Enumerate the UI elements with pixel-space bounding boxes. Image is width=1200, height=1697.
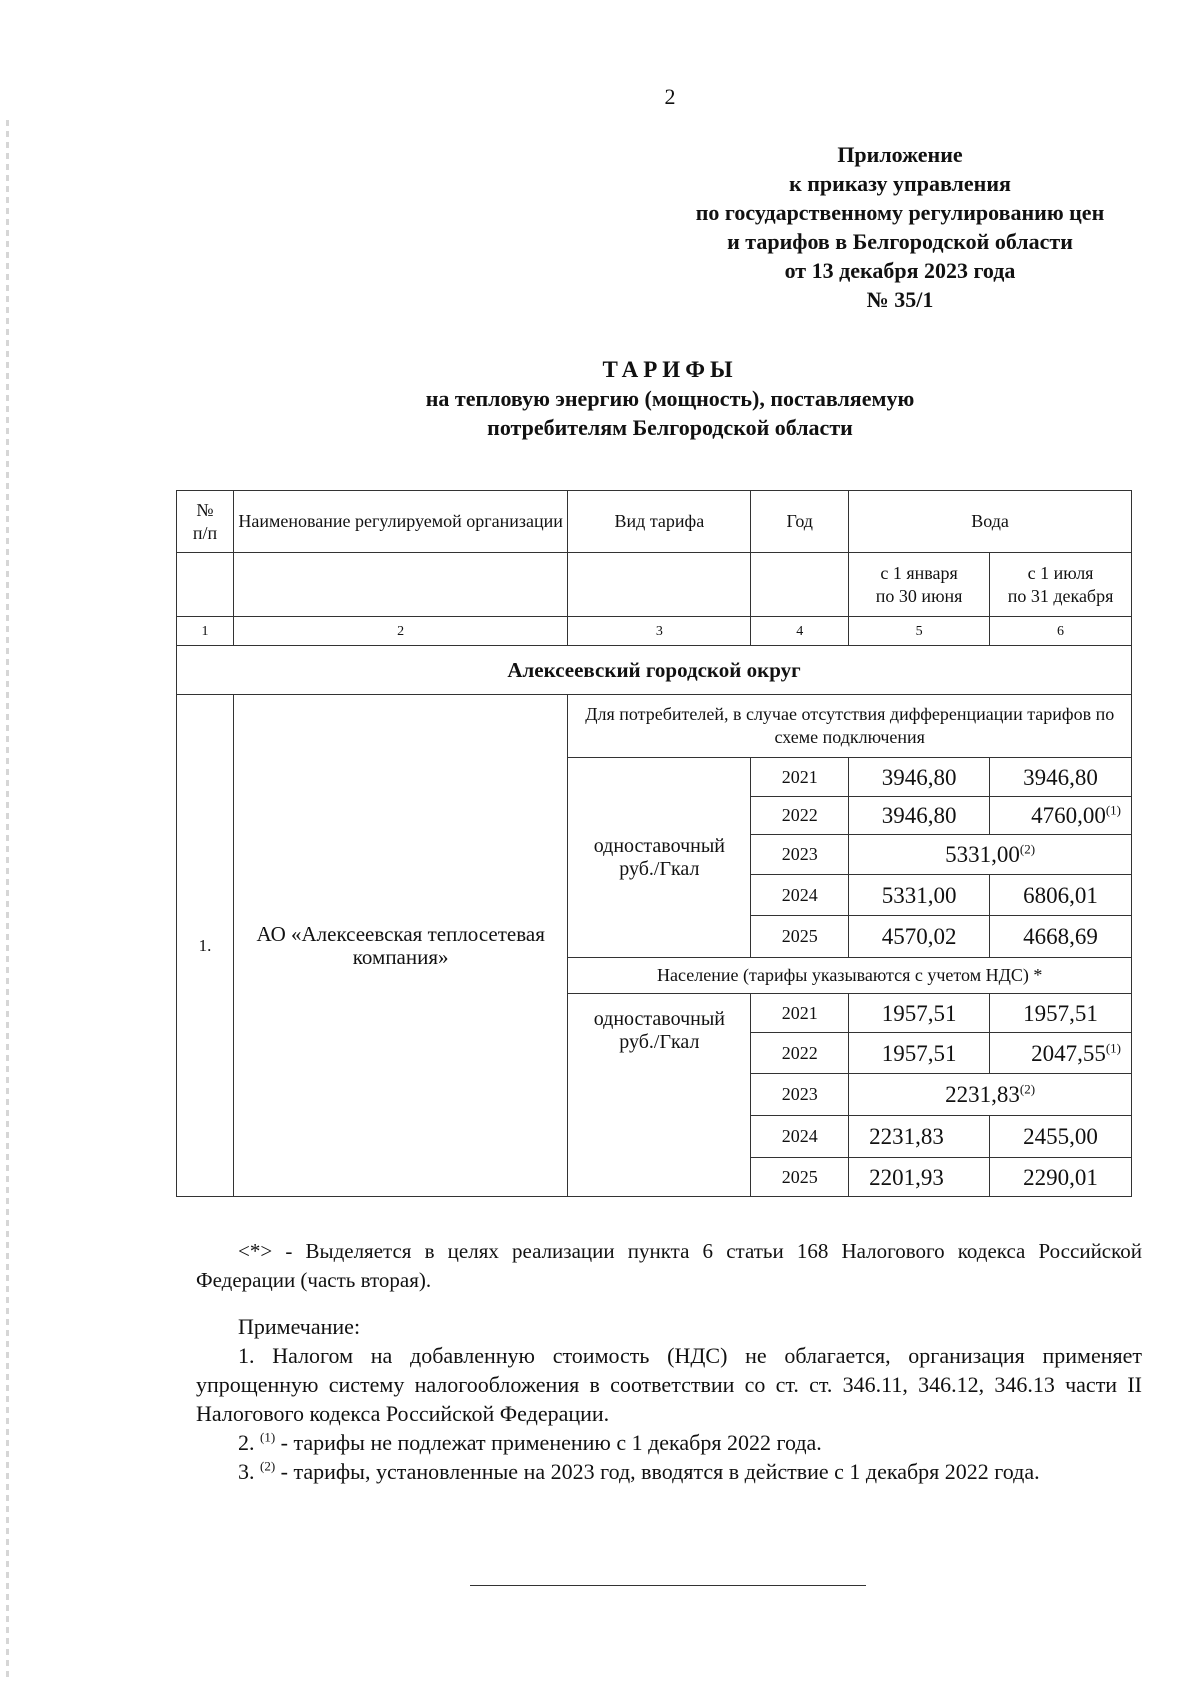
notes-block [196,1312,1142,1486]
value-h1: 2231,83 [849,1116,990,1158]
period-2-a: с 1 июля [1027,562,1094,583]
header-water: Вода [849,491,1132,553]
footnote-mark: (2) [1019,841,1036,857]
header-year: Год [751,491,849,553]
column-number: 2 [233,617,568,646]
appendix-block [640,140,1160,314]
appendix-line-3: по государственному регулированию цен [695,200,1105,225]
subheader-empty-4 [751,553,849,617]
title-line-2: потребителям Белгородской области [487,415,853,440]
header-row [177,491,1132,553]
region-row [177,646,1132,695]
header-org: Наименование регулируемой организации [233,491,568,553]
value-h2: 3946,80 [990,758,1132,797]
value-h1: 1957,51 [849,994,990,1033]
appendix-line-2: к приказу управления [789,171,1011,196]
end-divider [470,1585,866,1586]
region-name: Алексеевский городской округ [177,646,1132,695]
tariffs-table [176,490,1132,1197]
document-title [0,355,1200,442]
group-1-title: Для потребителей, в случае отсутствия дифференциации тарифов по схеме подключения [568,695,1132,758]
footnote-mark: (1) [260,1429,276,1445]
note-2-text: - тарифы не подлежат применению с 1 декабря 2022 года. [275,1430,822,1455]
header-num-a: № [196,499,214,520]
footnote-mark: (1) [1105,802,1121,818]
footnote-mark: (1) [1105,1039,1121,1055]
group-2-tariff-type [568,994,751,1197]
group-1-title-row [177,695,1132,758]
value-merged [849,1074,1132,1116]
tariff-type-b: руб./Гкал [619,857,700,880]
title-line-1: на тепловую энергию (мощность), поставляемую [425,386,915,411]
value-h1: 4570,02 [849,916,990,958]
note-3-text: - тарифы, установленные на 2023 год, вводятся в действие с 1 декабря 2022 года. [275,1459,1040,1484]
subheader-empty-3 [568,553,751,617]
column-number: 6 [990,617,1132,646]
year-cell: 2022 [751,797,849,835]
note-item-3 [196,1457,1142,1486]
period-1-b: по 30 июня [875,585,963,606]
subheader-row [177,553,1132,617]
header-num [177,491,234,553]
year-cell: 2021 [751,994,849,1033]
footnote-mark: (2) [260,1458,276,1474]
value-h1: 1957,51 [849,1033,990,1074]
value-h2 [990,1033,1132,1074]
group-1-tariff-type [568,758,751,958]
value-text: 2047,55 [1031,1040,1106,1066]
column-number: 4 [751,617,849,646]
value-h1: 2201,93 [849,1158,990,1197]
value-h1: 3946,80 [849,797,990,835]
value-h2: 2290,01 [990,1158,1132,1197]
value-text: 2231,83 [945,1082,1020,1107]
value-merged [849,835,1132,875]
note-2-prefix: 2. [238,1430,260,1455]
scan-edge-artifact [6,120,9,1680]
row-number: 1. [177,695,234,1197]
header-period-2 [990,553,1132,617]
year-cell: 2025 [751,1158,849,1197]
value-text: 5331,00 [945,842,1020,867]
value-h2 [990,797,1132,835]
year-cell: 2023 [751,835,849,875]
year-cell: 2022 [751,1033,849,1074]
value-h1: 5331,00 [849,875,990,916]
period-1-a: с 1 января [880,562,958,583]
year-cell: 2024 [751,1116,849,1158]
organization-name: АО «Алексеевская теплосетевая компания» [233,695,568,1197]
period-2-b: по 31 декабря [1007,585,1114,606]
value-h2: 2455,00 [990,1116,1132,1158]
header-tariff-type: Вид тарифа [568,491,751,553]
header-period-1 [849,553,990,617]
value-h2: 4668,69 [990,916,1132,958]
appendix-line-5: от 13 декабря 2023 года [784,258,1016,283]
tariff-type-b: руб./Гкал [619,1031,700,1053]
value-h2: 1957,51 [990,994,1132,1033]
page-number: 2 [664,84,676,109]
year-cell: 2024 [751,875,849,916]
appendix-line-1: Приложение [837,142,963,167]
appendix-line-4: и тарифов в Белгородской области [727,229,1073,254]
notes-heading: Примечание: [238,1314,361,1339]
note-item-2 [196,1428,1142,1457]
subheader-empty-1 [177,553,234,617]
year-cell: 2023 [751,1074,849,1116]
note-item-1: 1. Налогом на добавленную стоимость (НДС) не облагается, организация применяет упрощенную систему налогообложения в соответствии со ст. ст. 346.11, 346.12, 346.13 части II Налогового кодекса Российской Федерации. [196,1343,1142,1426]
column-number: 1 [177,617,234,646]
value-text: 4760,00 [1031,803,1106,828]
footnote-mark: (2) [1019,1081,1036,1097]
tariff-type-a: одноставочный [593,834,725,857]
footnote-text: <*> - Выделяется в целях реализации пункта 6 статьи 168 Налогового кодекса Российской Федерации (часть вторая). [196,1239,1142,1292]
header-num-b: п/п [192,522,218,543]
value-h2: 6806,01 [990,875,1132,916]
column-number: 3 [568,617,751,646]
year-cell: 2025 [751,916,849,958]
column-number: 5 [849,617,990,646]
footnote [196,1237,1142,1295]
column-numbers-row [177,617,1132,646]
subheader-empty-2 [233,553,568,617]
title-heading: ТАРИФЫ [602,357,738,382]
value-h1: 3946,80 [849,758,990,797]
note-3-prefix: 3. [238,1459,260,1484]
appendix-line-6: № 35/1 [866,287,934,312]
tariff-type-a: одноставочный [593,1008,725,1030]
year-cell: 2021 [751,758,849,797]
group-2-title: Население (тарифы указываются с учетом НДС) * [568,958,1132,994]
